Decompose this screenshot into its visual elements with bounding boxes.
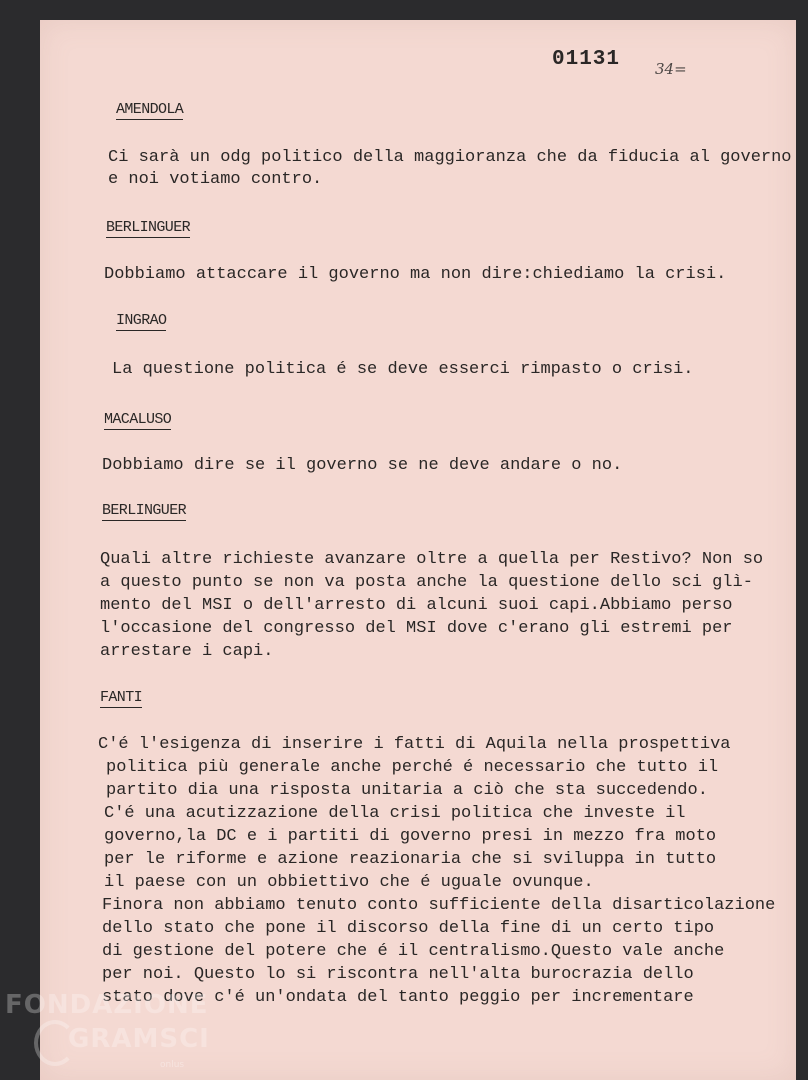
text-line: Finora non abbiamo tenuto conto sufficiente della disarticolazione <box>102 896 776 915</box>
document-page <box>40 20 796 1080</box>
watermark-logo <box>0 990 240 1080</box>
speaker-name: INGRAO <box>116 312 167 329</box>
text-line: governo,la DC e i partiti di governo presi in mezzo fra moto <box>104 827 717 846</box>
text-line: e noi votiamo contro. <box>108 170 323 189</box>
text-line: C'é una acutizzazione della crisi politica che investe il <box>104 804 686 823</box>
speaker-name: BERLINGUER <box>106 219 191 236</box>
watermark-sub: onlus <box>160 1060 185 1070</box>
text-line: dello stato che pone il discorso della fine di un certo tipo <box>102 919 715 938</box>
text-line: l'occasione del congresso del MSI dove c'erano gli estremi per <box>100 619 733 638</box>
text-line: La questione politica é se deve esserci rimpasto o crisi. <box>112 360 694 379</box>
page-number: 34= <box>655 60 687 78</box>
text-line: Dobbiamo attaccare il governo ma non dire:chiediamo la crisi. <box>104 265 727 284</box>
text-line: per noi. Questo lo si riscontra nell'alta burocrazia dello <box>102 965 694 984</box>
text-line: Quali altre richieste avanzare oltre a quella per Restivo? Non so <box>100 550 764 569</box>
text-line: Dobbiamo dire se il governo se ne deve andare o no. <box>102 456 623 475</box>
text-line: a questo punto se non va posta anche la questione dello sci glì- <box>100 573 753 592</box>
text-line: mento del MSI o dell'arresto di alcuni suoi capi.Abbiamo perso <box>100 596 733 615</box>
archive-id: 01131 <box>552 48 621 71</box>
speaker-name: FANTI <box>100 689 143 706</box>
watermark-line2: GRAMSCI <box>68 1024 210 1054</box>
speaker-name: AMENDOLA <box>116 101 184 118</box>
text-line: arrestare i capi. <box>100 642 274 661</box>
text-line: Ci sarà un odg politico della maggioranza che da fiducia al governo <box>108 148 792 167</box>
text-line: di gestione del potere che é il centralismo.Questo vale anche <box>102 942 725 961</box>
watermark-line1: FONDAZIONE <box>5 990 209 1020</box>
text-line: per le riforme e azione reazionaria che si sviluppa in tutto <box>104 850 717 869</box>
speaker-name: BERLINGUER <box>102 502 187 519</box>
text-line: partito dia una risposta unitaria a ciò che sta succedendo. <box>106 781 708 800</box>
text-line: C'é l'esigenza di inserire i fatti di Aquila nella prospettiva <box>98 735 731 754</box>
text-line: politica più generale anche perché é necessario che tutto il <box>106 758 719 777</box>
text-line: il paese con un obbiettivo che é uguale ovunque. <box>104 873 594 892</box>
speaker-name: MACALUSO <box>104 411 172 428</box>
text-line: stato dove c'é un'ondata del tanto peggio per incrementare <box>102 988 694 1007</box>
